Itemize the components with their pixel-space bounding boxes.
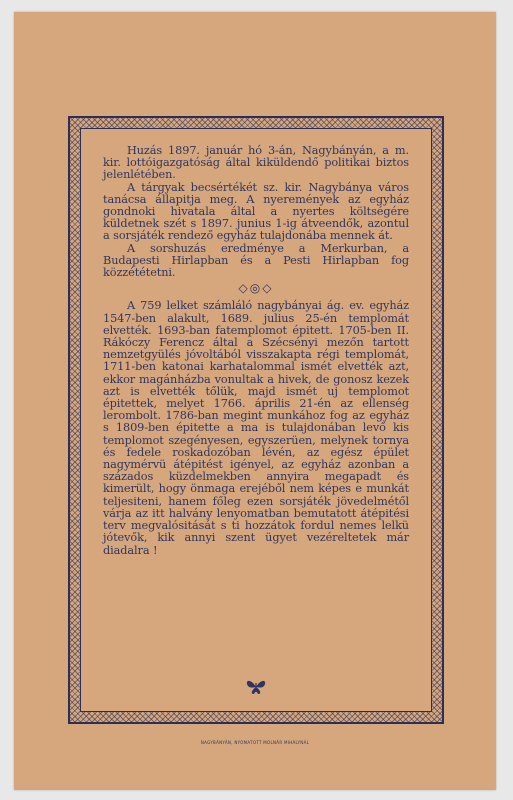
ornament-divider: ◇◎◇ (238, 281, 274, 296)
text-panel (80, 128, 432, 712)
paragraph-prizes: A tárgyak becsértékét sz. kir. Nagybánya város tanácsa állapitja meg. A nyeremények az egyház gondnoki hivatala által a nyertes költségére küldetnek szét s 1897. junius 1-ig átveendők, azontul a sorsjáték rendező egyház tulajdonába mennek át. (103, 180, 409, 243)
paragraph-draw-date: Huzás 1897. január hó 3-án, Nagybányán, a m. kir. lottóigazgatóság által kiküldendő politikai biztos jelenlétében. (103, 144, 409, 182)
body-text (103, 145, 409, 557)
paragraph-church-history: A 759 lelket számláló nagybányai ág. ev. egyház 1547-ben alakult, 1689. julius 25-én templomát elvették. 1693-ban fatemplomot épitett. 1705-ben II. Rákóczy Ferencz által a Szécsényi mezőn tartott nemzetgyülés jóvoltából visszakapta régi templomát, 1711-ben katonai karhatalommal ismét elvették azt, ekkor magánházba vonultak a hivek, de gonosz kezek azt is elvették tőlük, majd ismét uj templomot épitettek, melyet 1766. április 21-én az ellenség lerombolt. 1786-ban megint munkához fog az egyház s 1809-ben épitette a ma is tulajdonában levő kis templomot szegényesen, egyszerüen, melynek tornya és fedele roskadozóban lévén, az egész épület nagymérvü átépitést igényel, az egyház azonban a százados küzdelmekben annyira megapadt és kimerült, hogy önmaga erejéből nem képes e munkát teljesiteni, hanem főleg ezen sorsjáték jövedelmétől várja az itt halvány lenyomatban bemutatott átépitési terv megvalósitását s ti hozzátok fordul nemes lelkü jótevők, kik annyi szent ügyet vezéreltetek már diadalra ! (103, 299, 409, 557)
butterfly-ornament-icon (81, 679, 431, 699)
paragraph-publication: A sorshuzás eredménye a Merkurban, a Budapesti Hirlapban és a Pesti Hirlapban fog közzététetni. (103, 241, 409, 280)
ornamental-border (68, 116, 444, 724)
printer-imprint: NAGYBÁNYÁN, NYOMATOTT MOLNÁR MIHÁLYNÁL (200, 740, 310, 745)
paper-sheet (14, 12, 496, 790)
